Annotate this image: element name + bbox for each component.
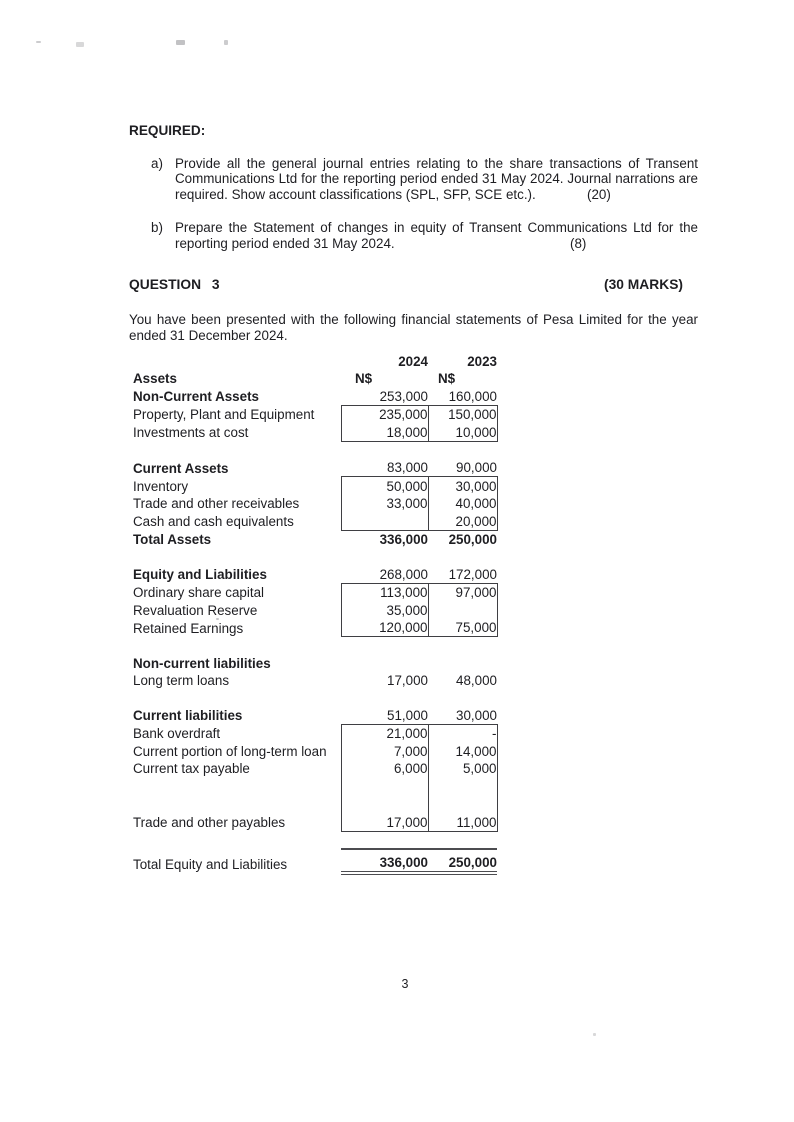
value-2024: 17,000 bbox=[387, 673, 428, 689]
value-2024: 120,000 bbox=[341, 619, 428, 637]
statement-row bbox=[133, 813, 497, 831]
value-2023: N$ bbox=[438, 371, 456, 387]
statement-row bbox=[133, 405, 497, 423]
statement-of-financial-position-table bbox=[133, 352, 498, 875]
value-2024: 51,000 bbox=[387, 707, 428, 723]
row-label bbox=[133, 777, 341, 813]
row-label: Retained Earnings bbox=[133, 620, 244, 636]
value-2024: 6,000 bbox=[341, 760, 428, 778]
value-2024: 2024 bbox=[398, 353, 428, 369]
value-2024: 18,000 bbox=[341, 423, 428, 441]
statement-row bbox=[133, 352, 497, 370]
value-2024: 336,000 bbox=[379, 532, 428, 548]
row-label: Total Equity and Liabilities bbox=[133, 856, 288, 872]
statement-row bbox=[133, 387, 497, 405]
statement-row bbox=[133, 530, 497, 548]
statement-row bbox=[133, 601, 497, 619]
question-marks: (30 MARKS) bbox=[604, 277, 683, 293]
value-2024: 253,000 bbox=[379, 388, 428, 404]
page-content bbox=[129, 123, 698, 875]
scan-speck bbox=[224, 40, 228, 45]
requirement-item-a bbox=[129, 156, 698, 203]
row-label: Current portion of long-term loan bbox=[133, 743, 327, 759]
value-2023: 250,000 bbox=[428, 849, 497, 873]
value-2023: - bbox=[428, 724, 497, 742]
requirement-item-b bbox=[129, 220, 698, 251]
value-2023: 14,000 bbox=[428, 742, 497, 760]
required-heading: REQUIRED: bbox=[129, 123, 206, 138]
row-label: Trade and other payables bbox=[133, 815, 286, 831]
statement-rows bbox=[133, 352, 497, 873]
statement-row bbox=[133, 495, 497, 513]
item-marker: a) bbox=[151, 155, 163, 171]
scan-speck bbox=[176, 40, 185, 45]
value-2024 bbox=[341, 654, 428, 672]
value-2023: 48,000 bbox=[456, 673, 497, 689]
value-2023 bbox=[428, 777, 497, 813]
item-text: Prepare the Statement of changes in equity of Transent Communications Ltd for the reporting period ended 31 May 2024. bbox=[175, 219, 698, 251]
row-label: Current tax payable bbox=[133, 761, 250, 777]
row-label: Total Assets bbox=[133, 532, 212, 548]
value-2023: 10,000 bbox=[428, 423, 497, 441]
value-2023: 160,000 bbox=[448, 388, 497, 404]
value-2023: 172,000 bbox=[448, 566, 497, 582]
row-label: Property, Plant and Equipment bbox=[133, 407, 315, 423]
value-2023: 90,000 bbox=[456, 460, 497, 476]
statement-row bbox=[133, 512, 497, 530]
value-2024: 7,000 bbox=[341, 742, 428, 760]
statement-row bbox=[133, 459, 497, 477]
scan-speck bbox=[593, 1033, 596, 1036]
value-2024: 336,000 bbox=[341, 849, 428, 873]
row-label: Non-current liabilities bbox=[133, 655, 271, 671]
statement-row bbox=[133, 706, 497, 724]
value-2023 bbox=[428, 654, 497, 672]
value-2024: 113,000 bbox=[341, 583, 428, 601]
statement-row bbox=[133, 423, 497, 441]
row-label: Current Assets bbox=[133, 460, 229, 476]
row-label: Ordinary share capital bbox=[133, 585, 264, 601]
scan-speck bbox=[36, 41, 41, 43]
value-2024: 268,000 bbox=[379, 566, 428, 582]
row-label bbox=[133, 352, 341, 370]
statement-row bbox=[133, 654, 497, 672]
value-2023: 97,000 bbox=[428, 583, 497, 601]
row-label: Current liabilities bbox=[133, 708, 243, 724]
row-label: Equity and Liabilities bbox=[133, 567, 267, 583]
question-heading-row bbox=[129, 277, 698, 293]
value-2024: 235,000 bbox=[341, 405, 428, 423]
row-label: Assets bbox=[133, 371, 177, 387]
value-2023: 40,000 bbox=[428, 495, 497, 513]
statement-row bbox=[133, 370, 497, 388]
value-2024: 21,000 bbox=[341, 724, 428, 742]
value-2024: 35,000 bbox=[341, 601, 428, 619]
statement-row bbox=[133, 742, 497, 760]
spacer-row bbox=[133, 689, 497, 706]
value-2024: 33,000 bbox=[341, 495, 428, 513]
item-marks: (8) bbox=[570, 235, 587, 251]
spacer-row bbox=[133, 831, 497, 849]
intro-paragraph: You have been presented with the following financial statements of Pesa Limited for the year ended 31 December 2024. bbox=[129, 311, 698, 343]
value-2023: 11,000 bbox=[428, 813, 497, 831]
value-2023: 30,000 bbox=[456, 707, 497, 723]
spacer-row bbox=[133, 637, 497, 655]
value-2023: 150,000 bbox=[428, 405, 497, 423]
statement-row bbox=[133, 760, 497, 778]
value-2024: 50,000 bbox=[341, 477, 428, 495]
value-2023: 30,000 bbox=[428, 477, 497, 495]
scan-speck bbox=[76, 42, 84, 47]
statement-row bbox=[133, 565, 497, 583]
value-2023: 250,000 bbox=[448, 532, 497, 548]
row-label: Investments at cost bbox=[133, 425, 249, 441]
statement-row bbox=[133, 777, 497, 813]
spacer-cell bbox=[133, 441, 497, 459]
value-2023: 20,000 bbox=[428, 512, 497, 530]
value-2024: 17,000 bbox=[341, 813, 428, 831]
value-2024: N$ bbox=[355, 371, 373, 387]
item-marks: (20) bbox=[587, 187, 611, 203]
page-number: 3 bbox=[401, 977, 409, 991]
value-2023 bbox=[428, 601, 497, 619]
spacer-cell bbox=[133, 637, 497, 655]
row-label: Non-Current Assets bbox=[133, 389, 259, 405]
spacer-cell bbox=[133, 689, 497, 706]
statement-row bbox=[133, 724, 497, 742]
spacer-row bbox=[133, 548, 497, 565]
row-label: Long term loans bbox=[133, 673, 230, 689]
item-marker: b) bbox=[151, 219, 163, 235]
row-label: Inventory bbox=[133, 478, 189, 494]
row-label: Trade and other receivables bbox=[133, 496, 300, 512]
value-2023: 5,000 bbox=[428, 760, 497, 778]
item-text: Provide all the general journal entries relating to the share transactions of Transent Communications Ltd for the reporting period ended 31 May 2024. Journal narrations are required. Show account classifications (SPL, SFP, SCE etc.). bbox=[175, 155, 698, 203]
value-2024 bbox=[341, 512, 428, 530]
statement-row bbox=[133, 849, 497, 873]
statement-row bbox=[133, 619, 497, 637]
statement-row bbox=[133, 477, 497, 495]
question-heading: QUESTION 3 bbox=[129, 277, 220, 293]
value-2023: 2023 bbox=[467, 353, 497, 369]
spacer-cell bbox=[133, 548, 497, 565]
value-2023: 75,000 bbox=[428, 619, 497, 637]
value-2024 bbox=[341, 777, 428, 813]
row-label: Cash and cash equivalents bbox=[133, 514, 294, 530]
statement-row bbox=[133, 672, 497, 690]
row-label: Revaluation Reserve bbox=[133, 602, 258, 618]
statement-row bbox=[133, 583, 497, 601]
spacer-row bbox=[133, 441, 497, 459]
spacer-cell bbox=[133, 831, 497, 849]
row-label: Bank overdraft bbox=[133, 726, 221, 742]
value-2024: 83,000 bbox=[387, 460, 428, 476]
